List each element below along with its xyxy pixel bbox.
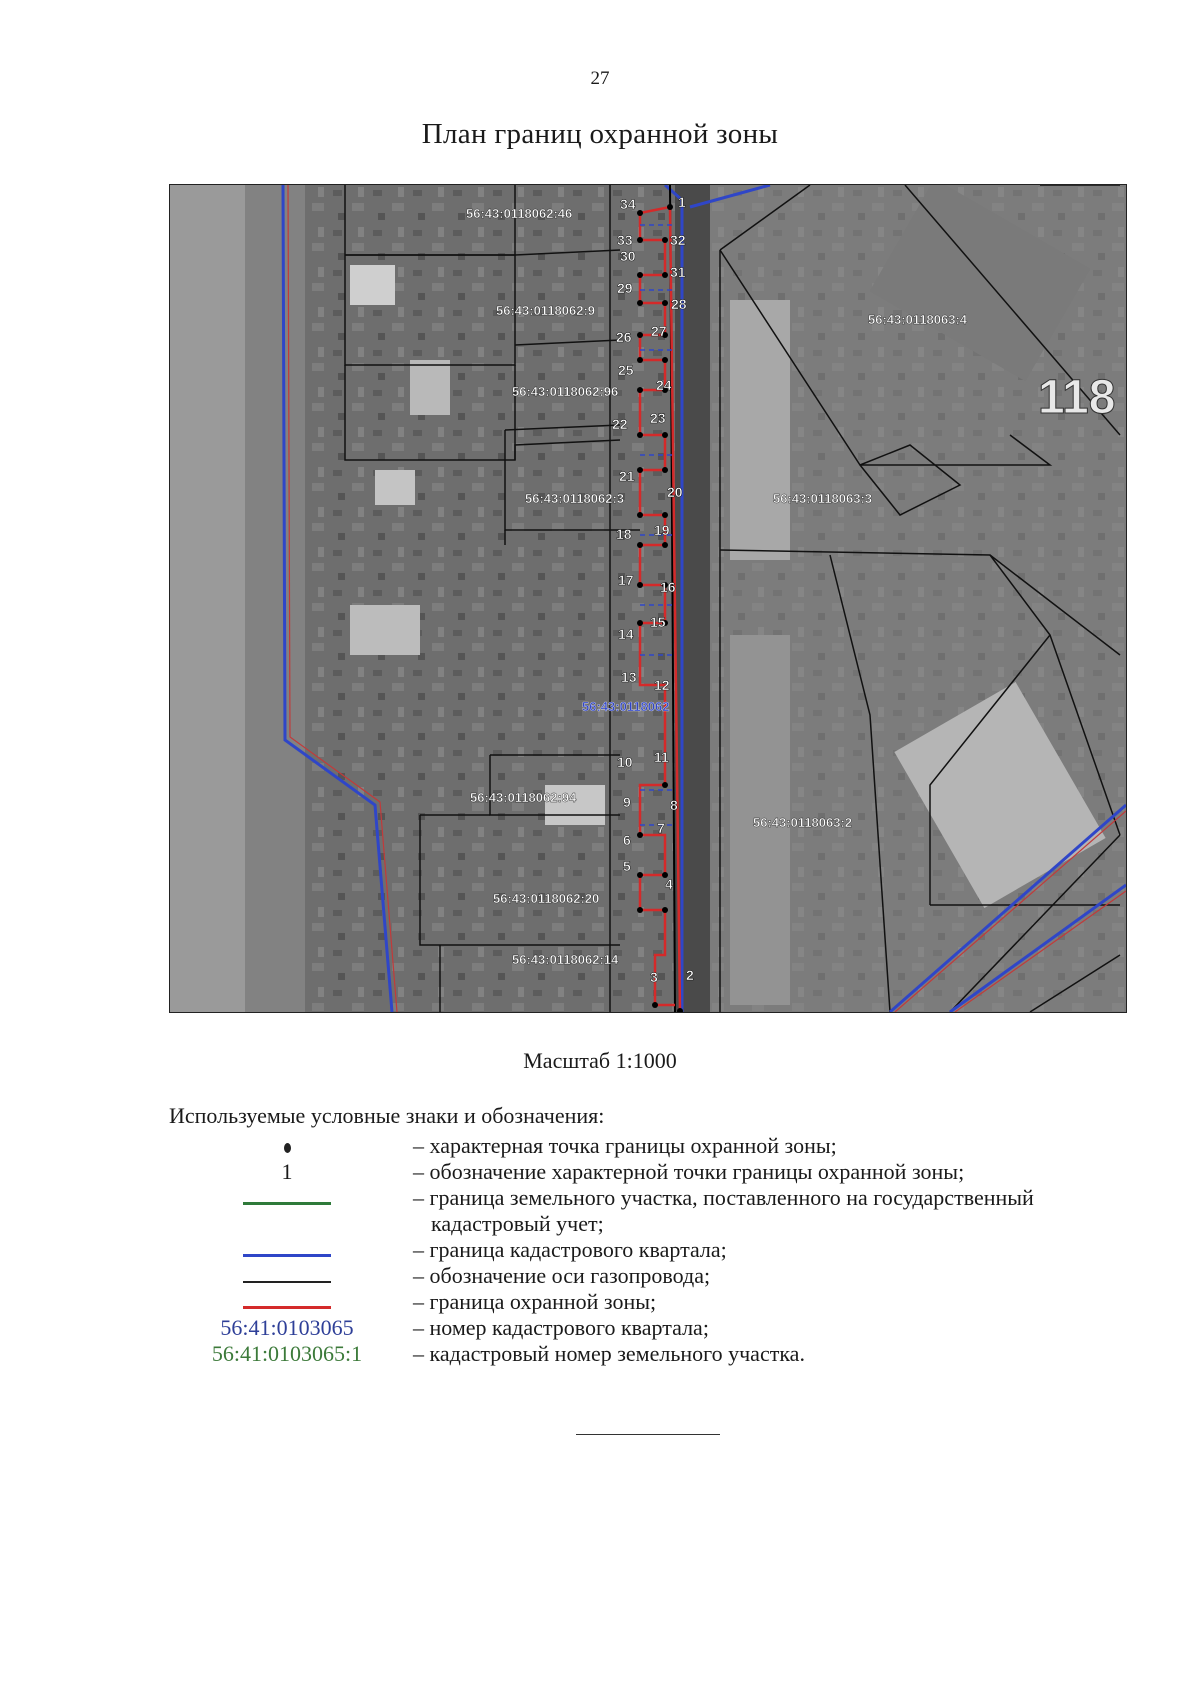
parcel-label-46: 56:43:0118062:46 — [466, 206, 573, 221]
svg-text:22: 22 — [612, 416, 628, 432]
building-118 — [730, 300, 790, 560]
svg-text:4: 4 — [665, 876, 673, 892]
legend-heading: Используемые условные знаки и обозначения: — [169, 1103, 605, 1128]
parcel-label-3: 56:43:0118062:3 — [525, 491, 625, 506]
boundary-plan-map — [169, 184, 1127, 1013]
svg-text:6: 6 — [623, 832, 631, 848]
svg-text:33: 33 — [617, 232, 633, 248]
legend-item-point-label: 1 – обозначение характерной точки границы охранной зоны; — [281, 1159, 965, 1184]
svg-text:3: 3 — [650, 969, 658, 985]
green-line-icon — [243, 1202, 331, 1205]
parcel-label-94: 56:43:0118062:94 — [470, 790, 577, 805]
svg-text:13: 13 — [621, 669, 637, 685]
svg-text:9: 9 — [623, 794, 631, 810]
map-scale: Масштаб 1:1000 — [523, 1048, 677, 1073]
svg-text:34: 34 — [620, 196, 636, 212]
legend-item-gas-axis: – обозначение оси газопровода; — [169, 1263, 1129, 1289]
svg-text:28: 28 — [671, 296, 687, 312]
legend-item-cadastral-number: 56:41:0103065:1 – кадастровый номер земельного участка. — [211, 1341, 805, 1366]
quarter-label: 56:43:0118062 — [582, 699, 670, 714]
parcel-label-0118063-3: 56:43:0118063:3 — [773, 491, 873, 506]
parcel-label-9: 56:43:0118062:9 — [496, 303, 596, 318]
svg-text:7: 7 — [657, 820, 665, 836]
svg-text:25: 25 — [618, 362, 634, 378]
svg-text:5: 5 — [623, 858, 631, 874]
svg-text:14: 14 — [618, 626, 634, 642]
svg-text:18: 18 — [616, 526, 632, 542]
point-marker-icon — [284, 1143, 291, 1153]
legend-item-parcel-boundary: – граница земельного участка, поставленного на государственный — [169, 1185, 1129, 1211]
svg-text:11: 11 — [654, 749, 669, 765]
svg-text:31: 31 — [670, 264, 686, 280]
legend-item-point: – характерная точка границы охранной зоны; — [169, 1133, 1129, 1159]
svg-text:1: 1 — [678, 194, 686, 210]
parcel-label-14: 56:43:0118062:14 — [512, 952, 619, 967]
svg-text:19: 19 — [654, 522, 670, 538]
svg-text:15: 15 — [650, 614, 666, 630]
svg-text:21: 21 — [619, 468, 635, 484]
parcel-label-0118063-4: 56:43:0118063:4 — [868, 312, 968, 327]
svg-text:23: 23 — [650, 410, 666, 426]
legend — [169, 1133, 1129, 1367]
svg-text:24: 24 — [656, 377, 672, 393]
page-title: План границ охранной зоны — [421, 118, 779, 150]
svg-text:12: 12 — [654, 677, 670, 693]
parcel-label-0118063-2: 56:43:0118063:2 — [753, 815, 853, 830]
legend-item-protection-zone: – граница охранной зоны; — [169, 1289, 1129, 1315]
parcel-label-96: 56:43:0118062:96 — [512, 384, 619, 399]
black-line-icon — [243, 1281, 331, 1283]
svg-text:30: 30 — [620, 248, 636, 264]
parcel-label-20: 56:43:0118062:20 — [493, 891, 600, 906]
svg-text:26: 26 — [616, 329, 632, 345]
red-line-icon — [243, 1306, 331, 1309]
svg-text:2: 2 — [686, 967, 694, 983]
svg-text:20: 20 — [667, 484, 683, 500]
legend-item-parcel-boundary-cont: кадастровый учет; — [431, 1211, 604, 1236]
svg-text:32: 32 — [670, 232, 686, 248]
svg-text:17: 17 — [618, 572, 634, 588]
svg-text:10: 10 — [617, 754, 633, 770]
map-svg — [170, 185, 1126, 1012]
blue-line-icon — [243, 1254, 331, 1257]
svg-text:27: 27 — [651, 323, 667, 339]
svg-text:29: 29 — [617, 280, 633, 296]
svg-text:8: 8 — [670, 797, 678, 813]
legend-item-quarter-number: 56:41:0103065 – номер кадастрового квартала; — [220, 1315, 709, 1340]
page-number: 27 — [590, 68, 610, 89]
legend-item-quarter-boundary: – граница кадастрового квартала; — [169, 1237, 1129, 1263]
left-field-area — [170, 185, 245, 1012]
footer-divider — [576, 1434, 720, 1435]
building-number: 118 — [1038, 371, 1116, 424]
svg-text:16: 16 — [660, 579, 676, 595]
